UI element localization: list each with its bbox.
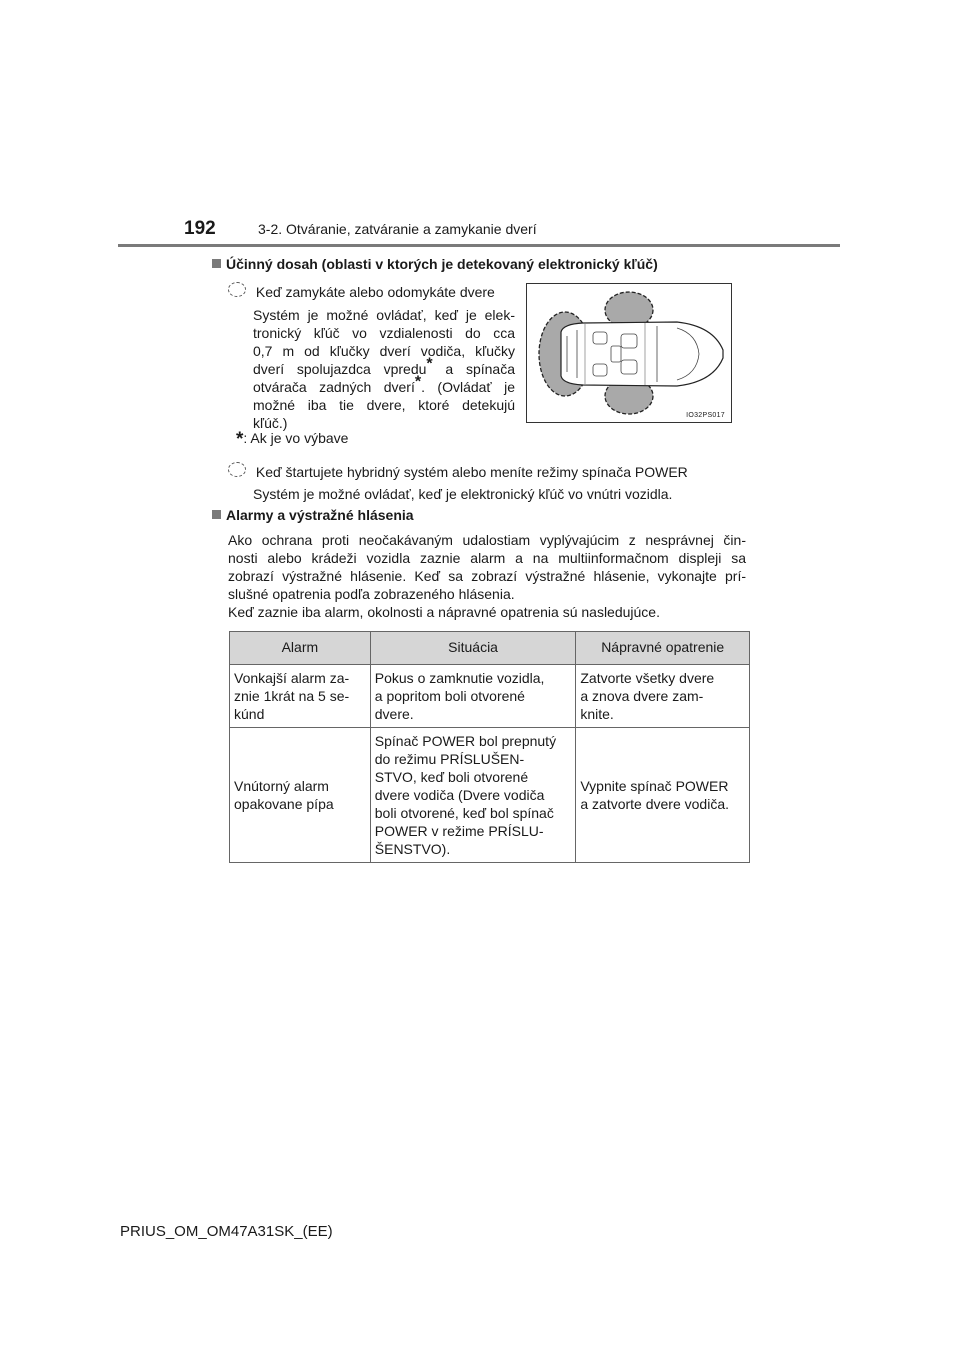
table-header-row	[230, 632, 750, 665]
section-heading-range: Účinný dosah (oblasti v ktorých je detekovaný elektronický kľúč)	[212, 256, 658, 272]
table-cell: Spínač POWER bol prepnutý do režimu PRÍSLUŠEN- STVO, keď boli otvorené dvere vodiča (Dvere vodiča boli otvorené, keď bol spínač POWER v režime PRÍSLU- ŠENSTVO).	[370, 728, 576, 863]
table-cell: Vonkajší alarm za- znie 1krát na 5 se- kúnd	[230, 665, 371, 728]
document-code-footer: PRIUS_OM_OM47A31SK_(EE)	[120, 1223, 333, 1240]
alarms-paragraph: Ako ochrana proti neočakávaným udalostiam vyplývajúcim z nesprávnej čin- nosti alebo krádeži vozidla zaznie alarm a na multiinformačnom displeji sa zobrazí výstražné hlásenie. Keď sa zobrazí výstražné hlásenie, vykonajte prí- slušné opatrenia podľa zobrazeného hlásenia.	[228, 532, 746, 602]
square-bullet-icon	[212, 510, 221, 519]
table-cell: Pokus o zamknutie vozidla, a popritom boli otvorené dvere.	[370, 665, 576, 728]
item-hybrid-start-text: Systém je možné ovládať, keď je elektronický kľúč vo vnútri vozidla.	[253, 486, 673, 502]
table-cell: Vnútorný alarm opakovane pípa	[230, 728, 371, 863]
figure-code: IO32PS017	[686, 412, 725, 419]
dashed-circle-icon	[228, 462, 246, 477]
section-heading-alarms: Alarmy a výstražné hlásenia	[212, 507, 414, 523]
item-lock-unlock-text: Systém je možné ovládať, keď je elek- tronický kľúč vo vzdialenosti do cca 0,7 m od kľučky dverí vodiča, kľučky dverí spolujazdca vpredu* a spínača otvárača zadných dverí*. (Ovládať je možné iba tie dvere, ktoré detekujú kľúč.)	[253, 307, 515, 431]
alarm-table	[229, 631, 750, 863]
square-bullet-icon	[212, 259, 221, 268]
column-header-situation: Situácia	[370, 632, 576, 665]
footnote: *: Ak je vo výbave	[236, 429, 349, 450]
table-row	[230, 728, 750, 863]
table-cell: Vypnite spínač POWER a zatvorte dvere vodiča.	[576, 728, 750, 863]
alarms-paragraph-2: Keď zaznie iba alarm, okolnosti a nápravné opatrenia sú nasledujúce.	[228, 604, 660, 620]
item-hybrid-start	[228, 462, 688, 481]
table-cell: Zatvorte všetky dvere a znova dvere zam- knite.	[576, 665, 750, 728]
table-row	[230, 665, 750, 728]
item-label: Keď štartujete hybridný systém alebo meníte režimy spínača POWER	[255, 464, 688, 480]
item-lock-unlock	[228, 282, 495, 301]
page-number: 192	[184, 218, 216, 239]
detection-range-figure	[526, 283, 732, 423]
column-header-alarm: Alarm	[230, 632, 371, 665]
header-rule	[118, 244, 840, 247]
item-label: Keď zamykáte alebo odomykáte dvere	[255, 284, 495, 300]
column-header-remedy: Nápravné opatrenie	[576, 632, 750, 665]
chapter-title: 3-2. Otváranie, zatváranie a zamykanie dverí	[258, 221, 537, 237]
dashed-circle-icon	[228, 282, 246, 297]
car-top-view-diagram	[527, 284, 731, 422]
